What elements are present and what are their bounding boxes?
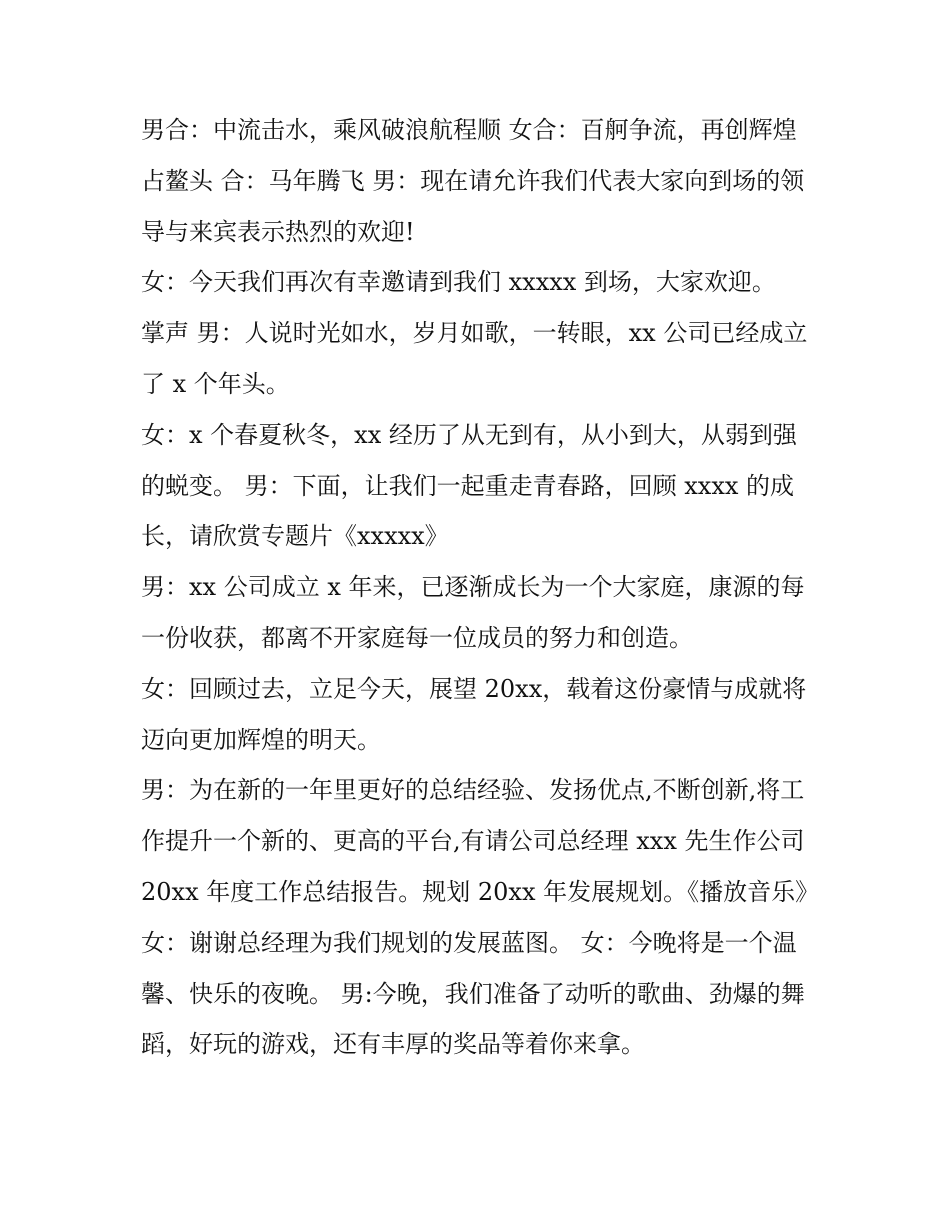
paragraph-big-family: 男：xx 公司成立 x 年来，已逐渐成长为一个大家庭，康源的每一份收获，都离不开家庭每一位成员的努力和创造。 bbox=[141, 573, 805, 652]
paragraph-evening-program: 女：谢谢总经理为我们规划的发展蓝图。 女：今晚将是一个温馨、快乐的夜晚。 男:今晚，我们准备了动听的歌曲、劲爆的舞蹈，好玩的游戏，还有丰厚的奖品等着你来拿。 bbox=[141, 928, 805, 1059]
paragraph-opening: 男合：中流击水，乘风破浪航程顺 女合：百舸争流，再创辉煌占鳌头 合：马年腾飞 男：现在请允许我们代表大家向到场的领导与来宾表示热烈的欢迎! bbox=[141, 116, 805, 246]
document-body bbox=[141, 105, 820, 1070]
paragraph-company-years: 掌声 男：人说时光如水，岁月如歌，一转眼，xx 公司已经成立了 x 个年头。 bbox=[141, 319, 808, 398]
paragraph-gm-report: 男：为在新的一年里更好的总结经验、发扬优点,不断创新,将工作提升一个新的、更高的平台,有请公司总经理 xxx 先生作公司 20xx 年度工作总结报告。规划 20xx 年发展规划。《播放音乐》 bbox=[141, 776, 820, 906]
paragraph-guests-welcome: 女：今天我们再次有幸邀请到我们 xxxxx 到场，大家欢迎。 bbox=[141, 268, 776, 297]
paragraph-looking-forward: 女：回顾过去，立足今天，展望 20xx，载着这份豪情与成就将迈向更加辉煌的明天。 bbox=[141, 674, 807, 754]
paragraph-growth-film: 女：x 个春夏秋冬，xx 经历了从无到有，从小到大，从弱到强的蜕变。 男：下面，让我们一起重走青春路，回顾 xxxx 的成长，请欣赏专题片《xxxxx》 bbox=[141, 420, 797, 551]
